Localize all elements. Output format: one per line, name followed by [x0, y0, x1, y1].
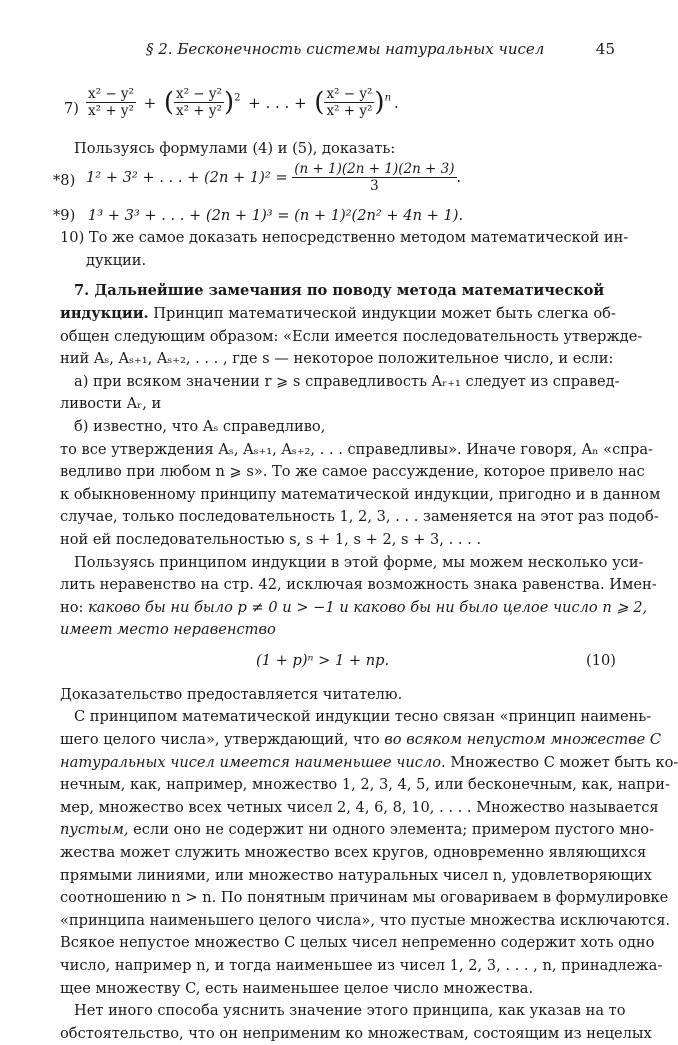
- text-line: [60, 303, 616, 326]
- text-line: прямыми линиями, или множество натуральных чисел n, удовлетворяющих: [60, 866, 652, 884]
- fraction-denominator: x² + y²: [175, 103, 222, 119]
- text-span: шего целого числа», утверждающий, что: [60, 731, 385, 749]
- text-line: Пользуясь формулами (4) и (5), доказать:: [74, 140, 396, 157]
- principle-statement: во всяком непустом множестве C: [384, 731, 662, 749]
- text-span: Принцип математической индукции может быть слегка об-: [148, 304, 616, 322]
- text-line: Пользуясь принципом индукции в этой форме, мы можем несколько уси-: [74, 553, 644, 571]
- text-line: ний Aₛ, Aₛ₊₁, Aₛ₊₂, . . . , где s — некоторое положительное число, и если:: [60, 350, 614, 368]
- fraction: [324, 86, 374, 119]
- fraction-numerator: (n + 1)(2n + 1)(2n + 3): [294, 160, 455, 177]
- text-line: Нет иного способа уяснить значение этого принципа, как указав на то: [74, 1002, 626, 1020]
- exercise-7-expression: [86, 86, 402, 119]
- fraction-numerator: x² − y²: [326, 86, 373, 102]
- exponent-n: n: [384, 92, 392, 104]
- formula-10: [60, 642, 616, 684]
- right-paren: ): [223, 87, 235, 118]
- text-line: то все утверждения Aₛ, Aₛ₊₁, Aₛ₊₂, . . . справедливы». Иначе говоря, Aₙ «спра-: [60, 440, 653, 458]
- left-paren: (: [163, 87, 174, 118]
- plus-sign: +: [143, 93, 157, 112]
- exercise-9-expression: 1³ + 3³ + . . . + (2n + 1)³ = (n + 1)²(2n² + 4n + 1).: [87, 206, 464, 224]
- term-empty: пустым,: [60, 821, 129, 839]
- right-paren: ): [374, 87, 385, 118]
- text-line: обстоятельство, что он неприменим ко множествам, состоящим из нецелых: [60, 1024, 652, 1042]
- fraction-numerator: x² − y²: [88, 86, 134, 102]
- exercise-8-formula: [53, 160, 616, 205]
- fraction-numerator: x² − y²: [175, 86, 222, 102]
- fraction-denominator: x² + y²: [326, 103, 373, 119]
- exercise-8-label: *8): [53, 171, 76, 189]
- text-line: а) при всяком значении r ⩾ s справедливость Aᵣ₊₁ следует из справед-: [74, 372, 620, 390]
- text-span: если оно не содержит ни одного элемента; примером пустого мно-: [128, 821, 655, 839]
- text-line: щее множеству C, есть наименьшее целое число множества.: [60, 979, 534, 997]
- ellipsis-sum: + . . . +: [248, 93, 307, 112]
- text-line: ливости Aᵣ, и: [60, 395, 162, 413]
- period: .: [456, 168, 462, 186]
- exercise-9-formula: [53, 205, 609, 228]
- formula-10-expression: (1 + p)ⁿ > 1 + np.: [256, 651, 390, 669]
- text-line: [60, 597, 648, 620]
- formula-lhs: 1² + 3² + . . . + (2n + 1)² =: [86, 168, 288, 186]
- fraction: [174, 86, 224, 119]
- section-heading-cont: индукции.: [60, 304, 149, 322]
- principle-statement: натуральных чисел имеется наименьшее число.: [60, 753, 446, 771]
- exponent-2: 2: [234, 92, 241, 104]
- period: .: [394, 93, 399, 112]
- text-line: случае, только последовательность 1, 2, 3, . . . заменяется на этот раз подоб-: [60, 508, 659, 526]
- text-line: общен следующим образом: «Если имеется последовательность утвержде-: [60, 327, 643, 345]
- fraction-denominator: x² + y²: [88, 103, 134, 119]
- text-line: нечным, как, например, множество 1, 2, 3, 4, 5, или бесконечным, как, напри-: [60, 776, 670, 794]
- fraction: [86, 86, 136, 119]
- text-line: соотношению n > n. По понятным причинам мы оговариваем в формулировке: [60, 889, 669, 907]
- exercise-8-expression: [86, 161, 461, 194]
- text-line: [60, 729, 662, 752]
- text-line: к обыкновенному принципу математической индукции, пригодно и в данном: [60, 485, 661, 503]
- text-line: ведливо при любом n ⩾ s». То же самое рассуждение, которое привело нас: [60, 463, 645, 481]
- formula-10-tag: (10): [586, 651, 616, 669]
- fraction-denominator: 3: [370, 177, 379, 194]
- text-line: число, например n, и тогда наименьшее из чисел 1, 2, 3, . . . , n, принадлежа-: [60, 957, 663, 974]
- page-number: 45: [595, 40, 615, 58]
- spacer: [60, 272, 616, 280]
- text-line: б) известно, что Aₛ справедливо,: [74, 417, 326, 435]
- theorem-statement: каково бы ни было p ≠ 0 и > −1 и каково бы ни было целое число n ⩾ 2,: [88, 598, 648, 616]
- exercise-7-formula: [60, 84, 616, 138]
- text-span: но:: [60, 598, 89, 616]
- text-line: [60, 819, 655, 842]
- exercise-7-label: 7): [64, 100, 79, 117]
- text-line: имеет место неравенство: [60, 621, 276, 639]
- text-line: ной ей последовательностью s, s + 1, s + 2, s + 3, . . . .: [60, 530, 482, 548]
- text-line: Доказательство предоставляется читателю.: [60, 685, 403, 703]
- text-line: «принципа наименьшего целого числа», что пустые множества исключаются.: [60, 911, 671, 929]
- text-line: [60, 752, 678, 775]
- exercise-9-label: *9): [53, 206, 76, 224]
- text-line: лить неравенство на стр. 42, исключая возможность знака равенства. Имен-: [60, 576, 657, 594]
- text-line: 10) То же самое доказать непосредственно методом математической ин-: [60, 229, 629, 247]
- text-line: дукции.: [86, 251, 147, 269]
- text-line: жества может служить множество всех кругов, одновременно являющихся: [60, 844, 647, 862]
- text-span: Множество C может быть ко-: [445, 753, 678, 771]
- text-line: Всякое непустое множество C целых чисел непременно содержит хоть одно: [60, 934, 655, 952]
- text-line: С принципом математической индукции тесно связан «принцип наимень-: [74, 708, 652, 726]
- section-heading: 7. Дальнейшие замечания по поводу метода математической: [74, 282, 605, 300]
- running-title: § 2. Бесконечность системы натуральных чисел: [146, 40, 545, 58]
- text-line: мер, множество всех четных чисел 2, 4, 6, 8, 10, . . . . Множество называется: [60, 798, 659, 816]
- page-body: [53, 84, 678, 1045]
- left-paren: (: [314, 87, 325, 118]
- fraction: [292, 161, 456, 194]
- page-header: [60, 40, 615, 64]
